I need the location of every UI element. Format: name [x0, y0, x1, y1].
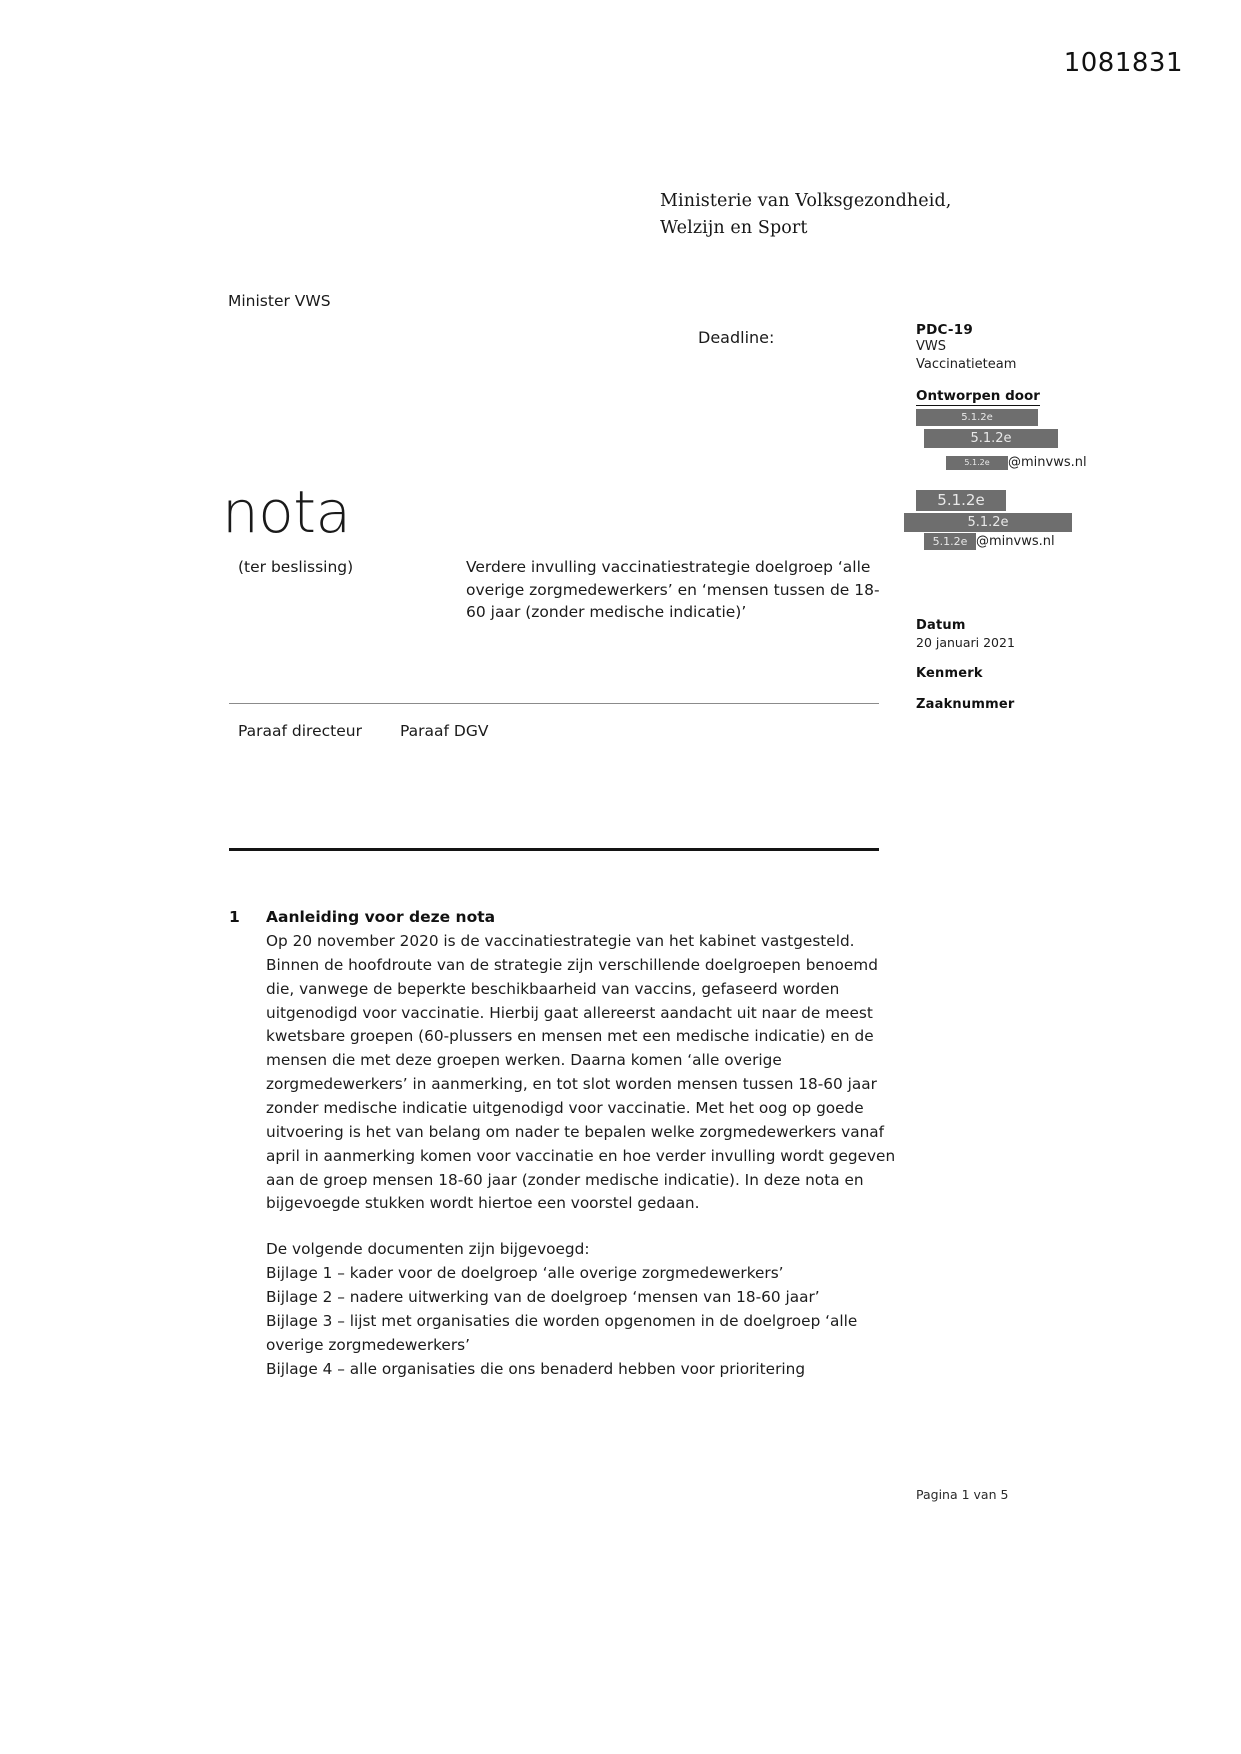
redaction-bar: 5.1.2e [924, 533, 976, 550]
deadline-label: Deadline: [698, 328, 775, 347]
spacer [916, 650, 1176, 666]
redaction-bar: 5.1.2e [946, 456, 1008, 470]
divider-thick [229, 848, 879, 851]
redaction-row-5 [916, 513, 1216, 532]
redaction-bar: 5.1.2e [924, 429, 1058, 448]
datum-kenmerk-block [916, 618, 1176, 712]
attachment-item-3: Bijlage 3 – lijst met organisaties die worden opgenomen in de doelgroep ‘alle overige zorgmedewerkers’ [266, 1311, 858, 1354]
redaction-bar: 5.1.2e [916, 409, 1038, 426]
attachment-item-1: Bijlage 1 – kader voor de doelgroep ‘alle overige zorgmedewerkers’ [266, 1264, 784, 1283]
ontworpen-door-wrap [916, 385, 1216, 406]
spacer [266, 1216, 904, 1238]
ministry-line-2: Welzijn en Sport [660, 217, 808, 238]
ministry-heading [660, 188, 951, 241]
organisation: VWS [916, 339, 946, 354]
page-title: nota [222, 478, 351, 546]
attachments-intro: De volgende documenten zijn bijgevoegd: [266, 1240, 590, 1259]
attachment-item-2: Bijlage 2 – nadere uitwerking van de doelgroep ‘mensen van 18-60 jaar’ [266, 1288, 820, 1307]
datum-value: 20 januari 2021 [916, 635, 1015, 650]
datum-label: Datum [916, 618, 966, 633]
decision-type: (ter beslissing) [238, 558, 354, 576]
email-domain-suffix: @minvws.nl [1008, 455, 1087, 471]
unit-code: PDC-19 [916, 322, 973, 338]
kenmerk-label: Kenmerk [916, 666, 983, 681]
email-domain-suffix: @minvws.nl [976, 534, 1055, 550]
paraaf-directeur-label: Paraaf directeur [238, 722, 362, 740]
redaction-row-2 [916, 429, 1216, 448]
spacer [916, 681, 1176, 697]
page-footer: Pagina 1 van 5 [916, 1487, 1009, 1502]
spacer [916, 373, 1216, 385]
paraaf-dgv-label: Paraaf DGV [400, 722, 489, 740]
redaction-row-6 [916, 533, 1216, 550]
section-body [266, 930, 904, 1381]
body-paragraph-1: Op 20 november 2020 is de vaccinatiestrategie van het kabinet vastgesteld. Binnen de hoofdroute van de strategie zijn verschillende doelgroepen benoemd die, vanwege de beperkte beschikbaarheid van vaccins, gefaseerd worden uitgenodigd voor vaccinatie. Hierbij gaat allereerst aandacht uit naar de meest kwetsbare groepen (60-plussers en mensen met een medische indicatie) en de mensen die met deze groepen werken. Daarna komen ‘alle overige zorgmedewerkers’ in aanmerking, en tot slot worden mensen tussen 18-60 jaar zonder medische indicatie uitgenodigd voor vaccinatie. Met het oog op goede uitvoering is het van belang om nader te bepalen welke zorgmedewerkers vanaf april in aanmerking komen voor vaccinatie en hoe verder invulling wordt gegeven aan de groep mensen 18-60 jaar (zonder medische indicatie). In deze nota en bijgevoegde stukken wordt hiertoe een voorstel gedaan. [266, 932, 896, 1213]
meta-column [916, 322, 1216, 550]
team-name: Vaccinatieteam [916, 356, 1017, 372]
redaction-bar: 5.1.2e [916, 490, 1006, 511]
attachment-item-4: Bijlage 4 – alle organisaties die ons benaderd hebben voor prioritering [266, 1359, 806, 1378]
section-heading: Aanleiding voor deze nota [266, 908, 496, 926]
document-number: 1081831 [1063, 48, 1183, 78]
section-number: 1 [229, 908, 240, 926]
zaaknummer-label: Zaaknummer [916, 697, 1015, 712]
divider-thin [229, 703, 879, 704]
ministry-line-1: Ministerie van Volksgezondheid, [660, 191, 952, 211]
addressee: Minister VWS [228, 292, 331, 310]
redaction-row-1 [916, 409, 1216, 426]
spacer [916, 470, 1216, 490]
redaction-bar: 5.1.2e [904, 513, 1072, 532]
ontworpen-door-label: Ontworpen door [916, 388, 1040, 405]
redaction-row-3 [916, 454, 1216, 470]
redaction-row-4 [916, 490, 1216, 511]
document-subject: Verdere invulling vaccinatiestrategie doelgroep ‘alle overige zorgmedewerkers’ en ‘mensen tussen de 18-60 jaar (zonder medische indicatie)’ [466, 558, 880, 622]
